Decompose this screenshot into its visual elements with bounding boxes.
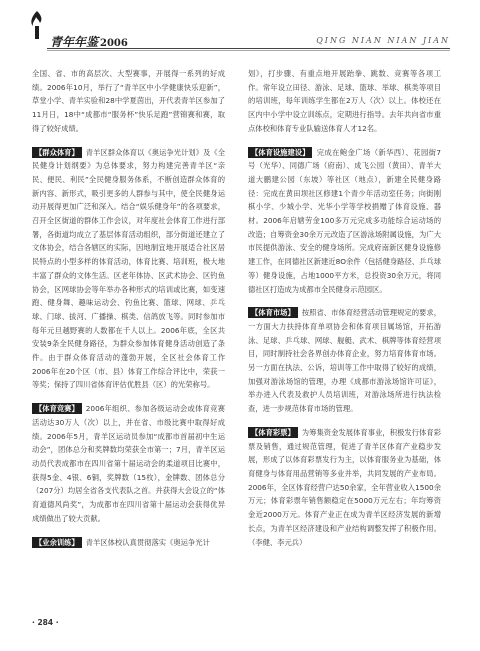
left-column: [32, 67, 225, 559]
torch-logo-icon: [28, 10, 46, 40]
yearbook-english-title: QING NIAN NIAN JIAN: [316, 36, 450, 45]
paragraph-mass-sports: [32, 146, 225, 393]
header-divider-thin: [47, 50, 450, 51]
paragraph-text: 2006年组织、参加各级运动会或体育竞赛活动达30万人（次）以上，并在省、市级比赛中取得好成绩。2006年5月，青羊区运动员参加“成都市首届初中生运动会”，团体总分和奖牌数均荣获全市第一；7月，青羊区运动员代表成都市在四川省第十届运动会的柔道项目比赛中，获得5金、4银、6铜，奖牌数（15枚），金牌数、团体总分（207分）均居全省各支代表队之首。并获得大会设立的“体育道德风尚奖”，为成都市在四川省第十届运动会获得优异成绩做出了较大贡献。: [32, 404, 225, 523]
paragraph-amateur-training: [32, 536, 225, 550]
section-tag-mass-sports: 【群众体育】: [32, 147, 82, 158]
paragraph-competitions: [32, 402, 225, 525]
header-divider: [47, 48, 450, 49]
page-header: [0, 0, 480, 56]
section-tag-amateur-training: 【业余训练】: [32, 537, 82, 548]
paragraph-training-continued: [248, 67, 441, 136]
paragraph-school-sports: [32, 67, 225, 136]
paragraph-text: 青羊区体校认真贯彻落实《奥运争光计: [85, 537, 210, 547]
section-tag-competitions: 【体育竞赛】: [32, 403, 82, 414]
paragraph-text: 青羊区群众体育以《奥运争光计划》及《全民健身计划纲要》为总体要求，努力构建完善青羊区“亲民、便民、利民”全民健身服务体系，不断创造群众体育的新内容、新形式，吸引更多的人群参与其中，使全民健身运动开展得更加广泛和深入。结合“娱乐健身年”的各项要求，召开全区街道的群体工作会议，对年度社会体育工作进行部署，各街道均成立了基层体育活动组织，部分街道还建立了文体协会，结合各辖区的实际，因地制宜地开展适合社区居民特点的小型多样的体育活动，体育比赛、培训班，极大地丰富了群众的文体生活。区老年体协、区武术协会、区钓鱼协会，区网球协会等年举办各种形式的培训或比赛，如变速跑、健身舞、趣味运动会、钓鱼比赛、篮球、网球、乒乓球、门球、拔河、广播操、棋类、信鸽放飞等。同时参加市每年元旦越野赛的人数都在千人以上。2006年底，全区共安装9条全民健身路径，为群众参加体育健身活动创造了条件。由于群众体育活动的蓬勃开展，全区社会体育工作2006年在20个区（市、县）体育工作综合评比中，荣获一等奖；保持了四川省体育评估优胜县（区）的光荣称号。: [32, 147, 225, 390]
paragraph-text: 全国、省、市的高层次、大型赛事，开展得一系列的好成绩。2006年10月，举行了“青羊区中小学健康快乐迎新”，草堂小学、青羊实验和28中学夏茵出，开代表青羊区参加了11月日，18中“成都市“服务杯”快乐足跑”营锦赛和赛，取得了较好成绩。: [32, 69, 225, 133]
right-column: [248, 67, 441, 559]
section-tag-lottery: 【体育彩票】: [248, 427, 298, 438]
paragraph-text: 按照省、市体育经营活动管理规定的要求，一方面大力扶持体育单项协会和体育项目属场馆，开拓游泳、足球、乒乓球、网球、舰艇、武术、棋牌等体育经营项目，同时制持社会各界创办体育企业，努力培育体育市场。另一方面在执法、公诉，培训等工作中取得了较好的成绩，加强对游泳场馆的管理，办理《成都市游泳场馆许可证》，举办进入代表及救护人员培训班，对游泳场所进行执法检查，进一步规范体育市场的管理。: [248, 308, 441, 414]
section-tag-sports-market: 【体育市场】: [248, 307, 298, 318]
paragraph-text: 划》，打步骤、有重点地开展跆拳、跳数、竞赛等各项工作。常年设立田径、游泳、足球、篮球、举球、棋类等项目的培训班，每年训练学生都在2万人（次）以上。体校还在区内中小学中设立训练点，定期进行指导。去年共向省市重点体校和体育专业队输送体育人才12名。: [248, 69, 441, 133]
paragraph-sports-market: [248, 306, 441, 416]
page-number: · 284 ·: [32, 618, 59, 627]
paragraph-lottery: [248, 426, 441, 549]
section-tag-facilities: 【体育设施建设】: [248, 147, 312, 158]
paragraph-text: 为筹集资金发展体育事业，积极发行体育彩票及销售，通过规范管理，促进了青羊区体育产业稳步发展，形成了以体育彩票发行为主，以体育服务业为基础，体育健身与体育用品营销等多业并举，共同发展的产业布局。2006年，全区体育经营户达50余家，全年营业收入1500余万元；体育彩票年销售额稳定在5000万元左右；年均筹资金近2000万元。体育产业正在成为青羊区经济发展的新增长点，为青羊区经济建设和产业结构调整发挥了积极作用。（李健、李元兵）: [248, 427, 441, 547]
yearbook-year: 2006: [100, 38, 128, 49]
paragraph-facilities: [248, 146, 441, 297]
yearbook-title-main: 青年年鉴: [50, 35, 99, 49]
paragraph-text: 完成在鲍金广场（新华西）、花园街7号（光华）、同德广场（府南）、成飞公园（黄田）、青羊大道大鹏建公园（东坡）等社区（地点），新建全民健身路径：完成在黄田坝社区修建1个青少年活动室任务；向街刚棋小学、少城小学、光华小学等学校捐赠了体育设施、器材。2006年启辖劳金100多万元完成多功能综合运动场的改造；自筹资金30余万元改造了区游泳场附属设施，为广大市民提供游泳、安全的健身场所。完成府南新区健身设施修建工作，在同德社区新建近8O余件（包括健身路径、乒乓球等）健身设施，占地1000平方米，总投资30余万元，将同德社区打造成为成都市全民健身示范园区。: [248, 147, 441, 294]
